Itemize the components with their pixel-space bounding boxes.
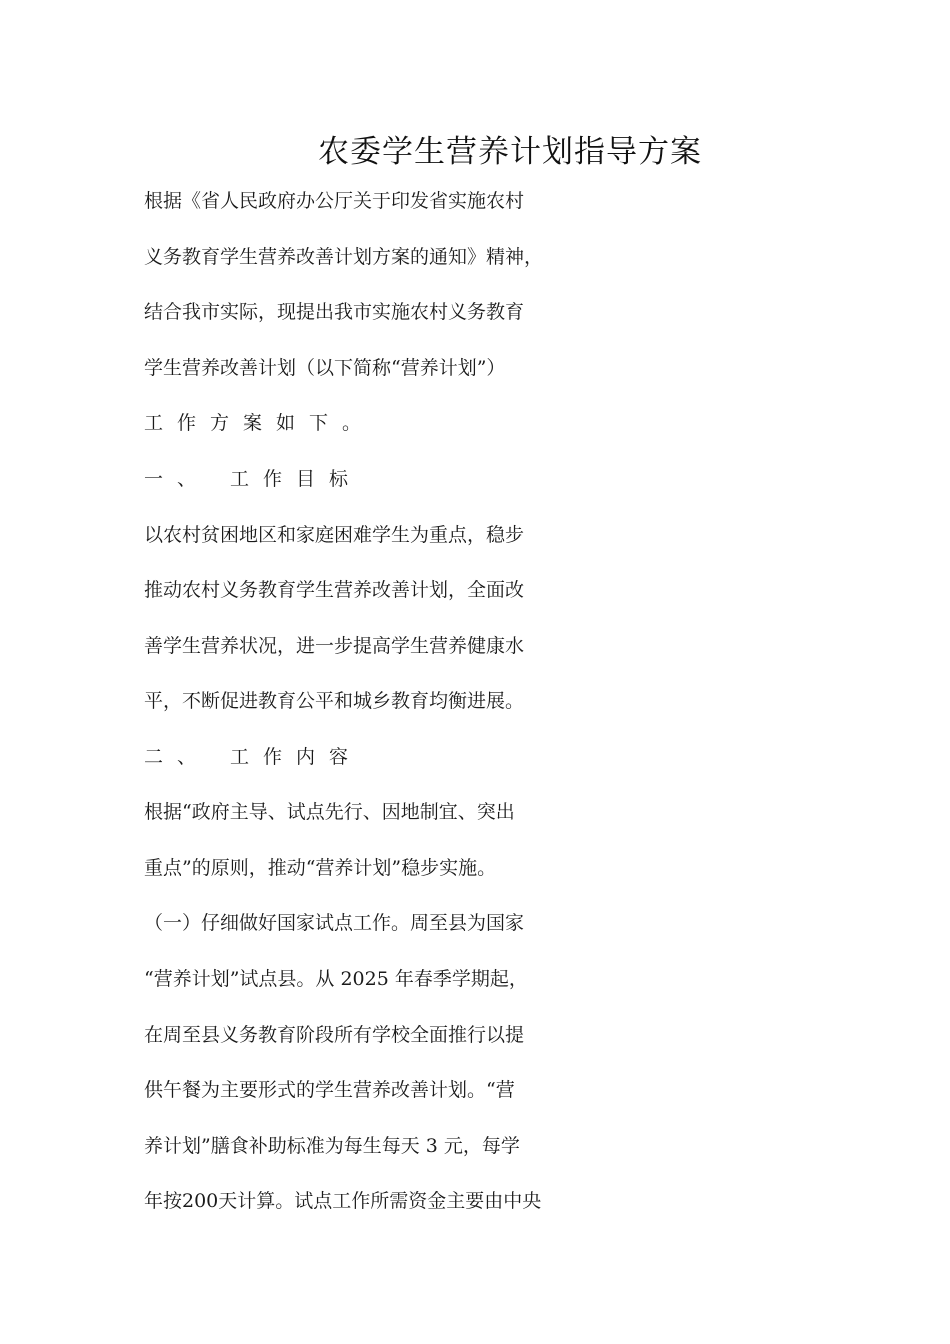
paragraph-line: 年按200天计算。试点工作所需资金主要由中央 (144, 1190, 542, 1212)
paragraph-line: 平，不断促进教育公平和城乡教育均衡进展。 (144, 690, 525, 712)
paragraph-line: 重点”的原则，推动“营养计划”稳步实施。 (144, 857, 497, 879)
paragraph-line: 根据《省人民政府办公厅关于印发省实施农村 (144, 190, 525, 212)
section-heading: 二、 工作内容 (144, 746, 363, 768)
document-title: 农委学生营养计划指导方案 (318, 134, 702, 170)
paragraph-line: 学生营养改善计划（以下简称“营养计划”） (144, 357, 506, 379)
paragraph-line: 结合我市实际，现提出我市实施农村义务教育 (144, 301, 525, 323)
paragraph-line: 工作方案如下。 (144, 412, 376, 434)
paragraph-line: 根据“政府主导、试点先行、因地制宜、突出 (144, 801, 515, 823)
paragraph-line: （一）仔细做好国家试点工作。周至县为国家 (144, 912, 525, 934)
paragraph-line: 养计划”膳食补助标准为每生每天 3 元，每学 (144, 1135, 520, 1157)
paragraph-line: 以农村贫困地区和家庭困难学生为重点，稳步 (144, 524, 525, 546)
paragraph-line: 供午餐为主要形式的学生营养改善计划。“营 (144, 1079, 515, 1101)
paragraph-line: 善学生营养状况，进一步提高学生营养健康水 (144, 635, 525, 657)
section-heading: 一、 工作目标 (144, 468, 363, 490)
paragraph-line: 推动农村义务教育学生营养改善计划，全面改 (144, 579, 525, 601)
paragraph-line: “营养计划”试点县。从 2025 年春季学期起， (144, 968, 528, 990)
paragraph-line: 义务教育学生营养改善计划方案的通知》精神， (144, 246, 544, 268)
paragraph-line: 在周至县义务教育阶段所有学校全面推行以提 (144, 1024, 525, 1046)
